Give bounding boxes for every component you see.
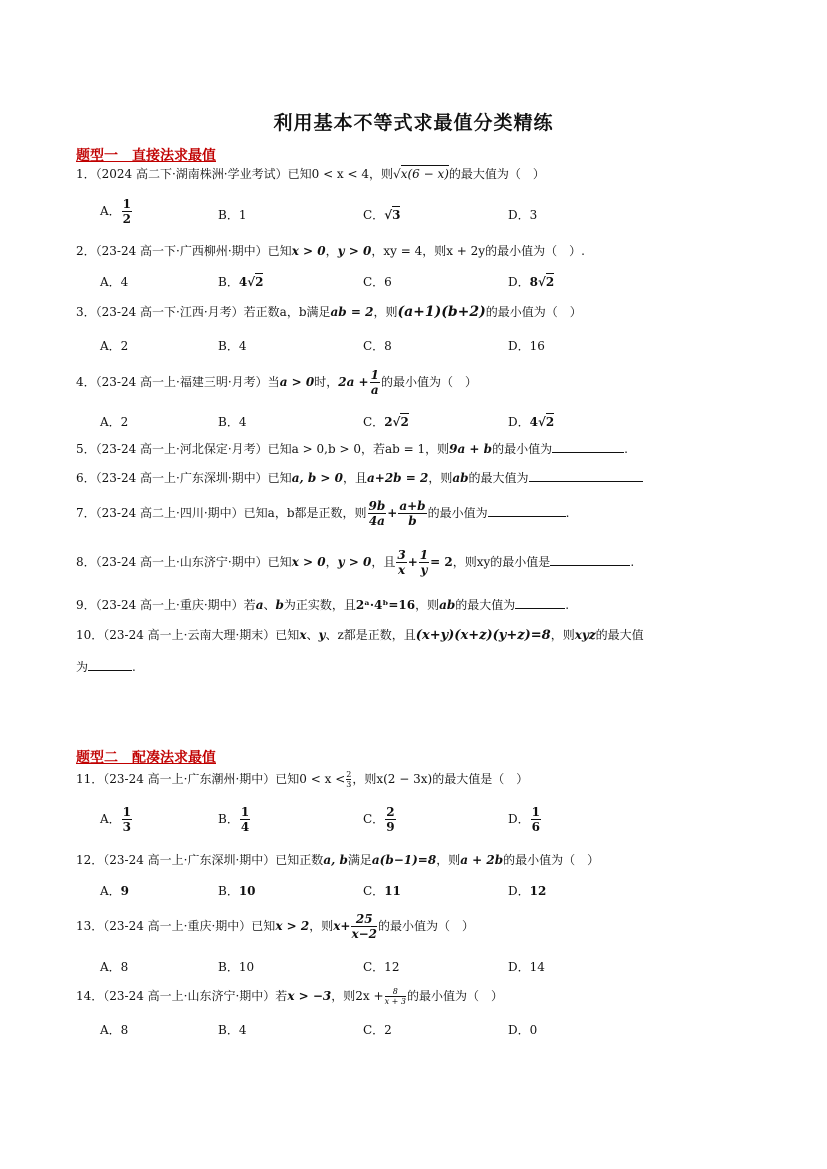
q4-option-b[interactable]: B．4 [218,415,247,429]
q3-option-b[interactable]: B．4 [218,339,247,353]
q12-option-a[interactable]: A．9 [100,884,130,898]
q12-option-b[interactable]: B．10 [218,884,256,898]
section-heading-1: 题型一 直接法求最值 [76,148,216,164]
q2-option-a[interactable]: A．4 [100,275,129,289]
q12-option-d[interactable]: D．12 [508,884,547,898]
q3-option-a[interactable]: A．2 [100,339,129,353]
question-13: 13．（23-24 高一上·重庆·期中）已知x > 2，则x+ $\frac{25}{x-2}$ 的最小值为（ ） [76,912,475,941]
q1-option-d[interactable]: D．3 [508,208,538,222]
q13-option-b[interactable]: B．10 [218,960,255,974]
answer-blank[interactable] [488,516,566,517]
page-title: 利用基本不等式求最值分类精练 [273,112,554,134]
answer-blank[interactable] [552,452,624,453]
q12-option-c[interactable]: C．11 [363,884,401,898]
q3-option-c[interactable]: C．8 [363,339,392,353]
question-5: 5．（23-24 高一上·河北保定·月考）已知a > 0,b > 0，若ab = 1，则9a + b的最小值为 . [76,442,628,456]
q3-option-d[interactable]: D．16 [508,339,545,353]
question-1: 1．（2024 高二下·湖南株洲·学业考试）已知0 < x < 4，则√x(6 − x)的最大值为（ ） [76,167,545,181]
question-9: 9．（23-24 高一上·重庆·期中）若a、b为正实数，且2ᵃ·4ᵇ=16，则ab的最大值为 . [76,598,570,612]
q1-option-c[interactable]: C．√3 [363,208,401,222]
q4-option-c[interactable]: C．2√2 [363,415,409,429]
q14-option-a[interactable]: A．8 [100,1023,129,1037]
q14-option-c[interactable]: C．2 [363,1023,392,1037]
question-11: 11．（23-24 高一上·广东潮州·期中）已知0 < x < $\frac{2}{3}$ ，则x(2 − 3x)的最大值是（ ） [76,770,529,789]
q1-option-b[interactable]: B．1 [218,208,247,222]
question-2: 2．（23-24 高一下·广西柳州·期中）已知x > 0，y > 0，xy = 4，则x + 2y的最小值为（ ）. [76,244,585,258]
q13-option-c[interactable]: C．12 [363,960,400,974]
q11-option-c[interactable]: C． $\frac{2}{9}$ [363,805,395,834]
answer-blank[interactable] [529,481,643,482]
answer-blank[interactable] [550,565,630,566]
q14-option-b[interactable]: B．4 [218,1023,247,1037]
question-4: 4．（23-24 高一上·福建三明·月考）当a > 0时，2a + $\frac{1}{a}$ 的最小值为（ ） [76,368,477,397]
q2-option-d[interactable]: D．8√2 [508,275,555,289]
question-7: 7．（23-24 高二上·四川·期中）已知a，b都是正数，则 $\frac{9b}{4a}$ + $\frac{a+b}{b}$ 的最小值为 . [76,499,570,528]
question-10-line2: 为 . [76,660,136,674]
question-3: 3．（23-24 高一下·江西·月考）若正数a，b满足ab = 2，则(a+1)(b+2)的最小值为（ ） [76,304,582,320]
q14-option-d[interactable]: D．0 [508,1023,538,1037]
question-12: 12．（23-24 高一上·广东深圳·期中）已知正数a, b满足a(b−1)=8，则a + 2b的最小值为（ ） [76,853,600,867]
sqrt-symbol: √ [393,167,401,181]
q11-option-a[interactable]: A． $\frac{1}{3}$ [100,805,132,834]
question-6: 6．（23-24 高一上·广东深圳·期中）已知a, b > 0，且a+2b = 2，则ab的最大值为 [76,469,643,487]
question-10: 10．（23-24 高一上·云南大理·期末）已知x、y、z都是正数，且(x+y)(x+z)(y+z)=8，则xyz的最大值 [76,628,644,643]
q4-option-a[interactable]: A．2 [100,415,129,429]
q13-option-a[interactable]: A．8 [100,960,129,974]
answer-blank[interactable] [515,608,565,609]
q1-option-a[interactable]: A． $\frac{1}{2}$ [100,197,132,226]
q2-option-c[interactable]: C．6 [363,275,392,289]
q2-option-b[interactable]: B．4√2 [218,275,264,289]
question-8: 8．（23-24 高一上·山东济宁·期中）已知x > 0，y > 0，且 $\frac{3}{x}$ + $\frac{1}{y}$ = 2，则xy的最小值是 . [76,548,635,577]
q11-option-d[interactable]: D． $\frac{1}{6}$ [508,805,540,834]
q13-option-d[interactable]: D．14 [508,960,545,974]
question-14: 14．（23-24 高一上·山东济宁·期中）若x > −3，则2x + $\frac{8}{x + 3}$ 的最小值为（ ） [76,987,503,1006]
section-heading-2: 题型二 配凑法求最值 [76,750,216,766]
q4-option-d[interactable]: D．4√2 [508,415,555,429]
answer-blank[interactable] [88,670,132,671]
q11-option-b[interactable]: B． $\frac{1}{4}$ [218,805,250,834]
